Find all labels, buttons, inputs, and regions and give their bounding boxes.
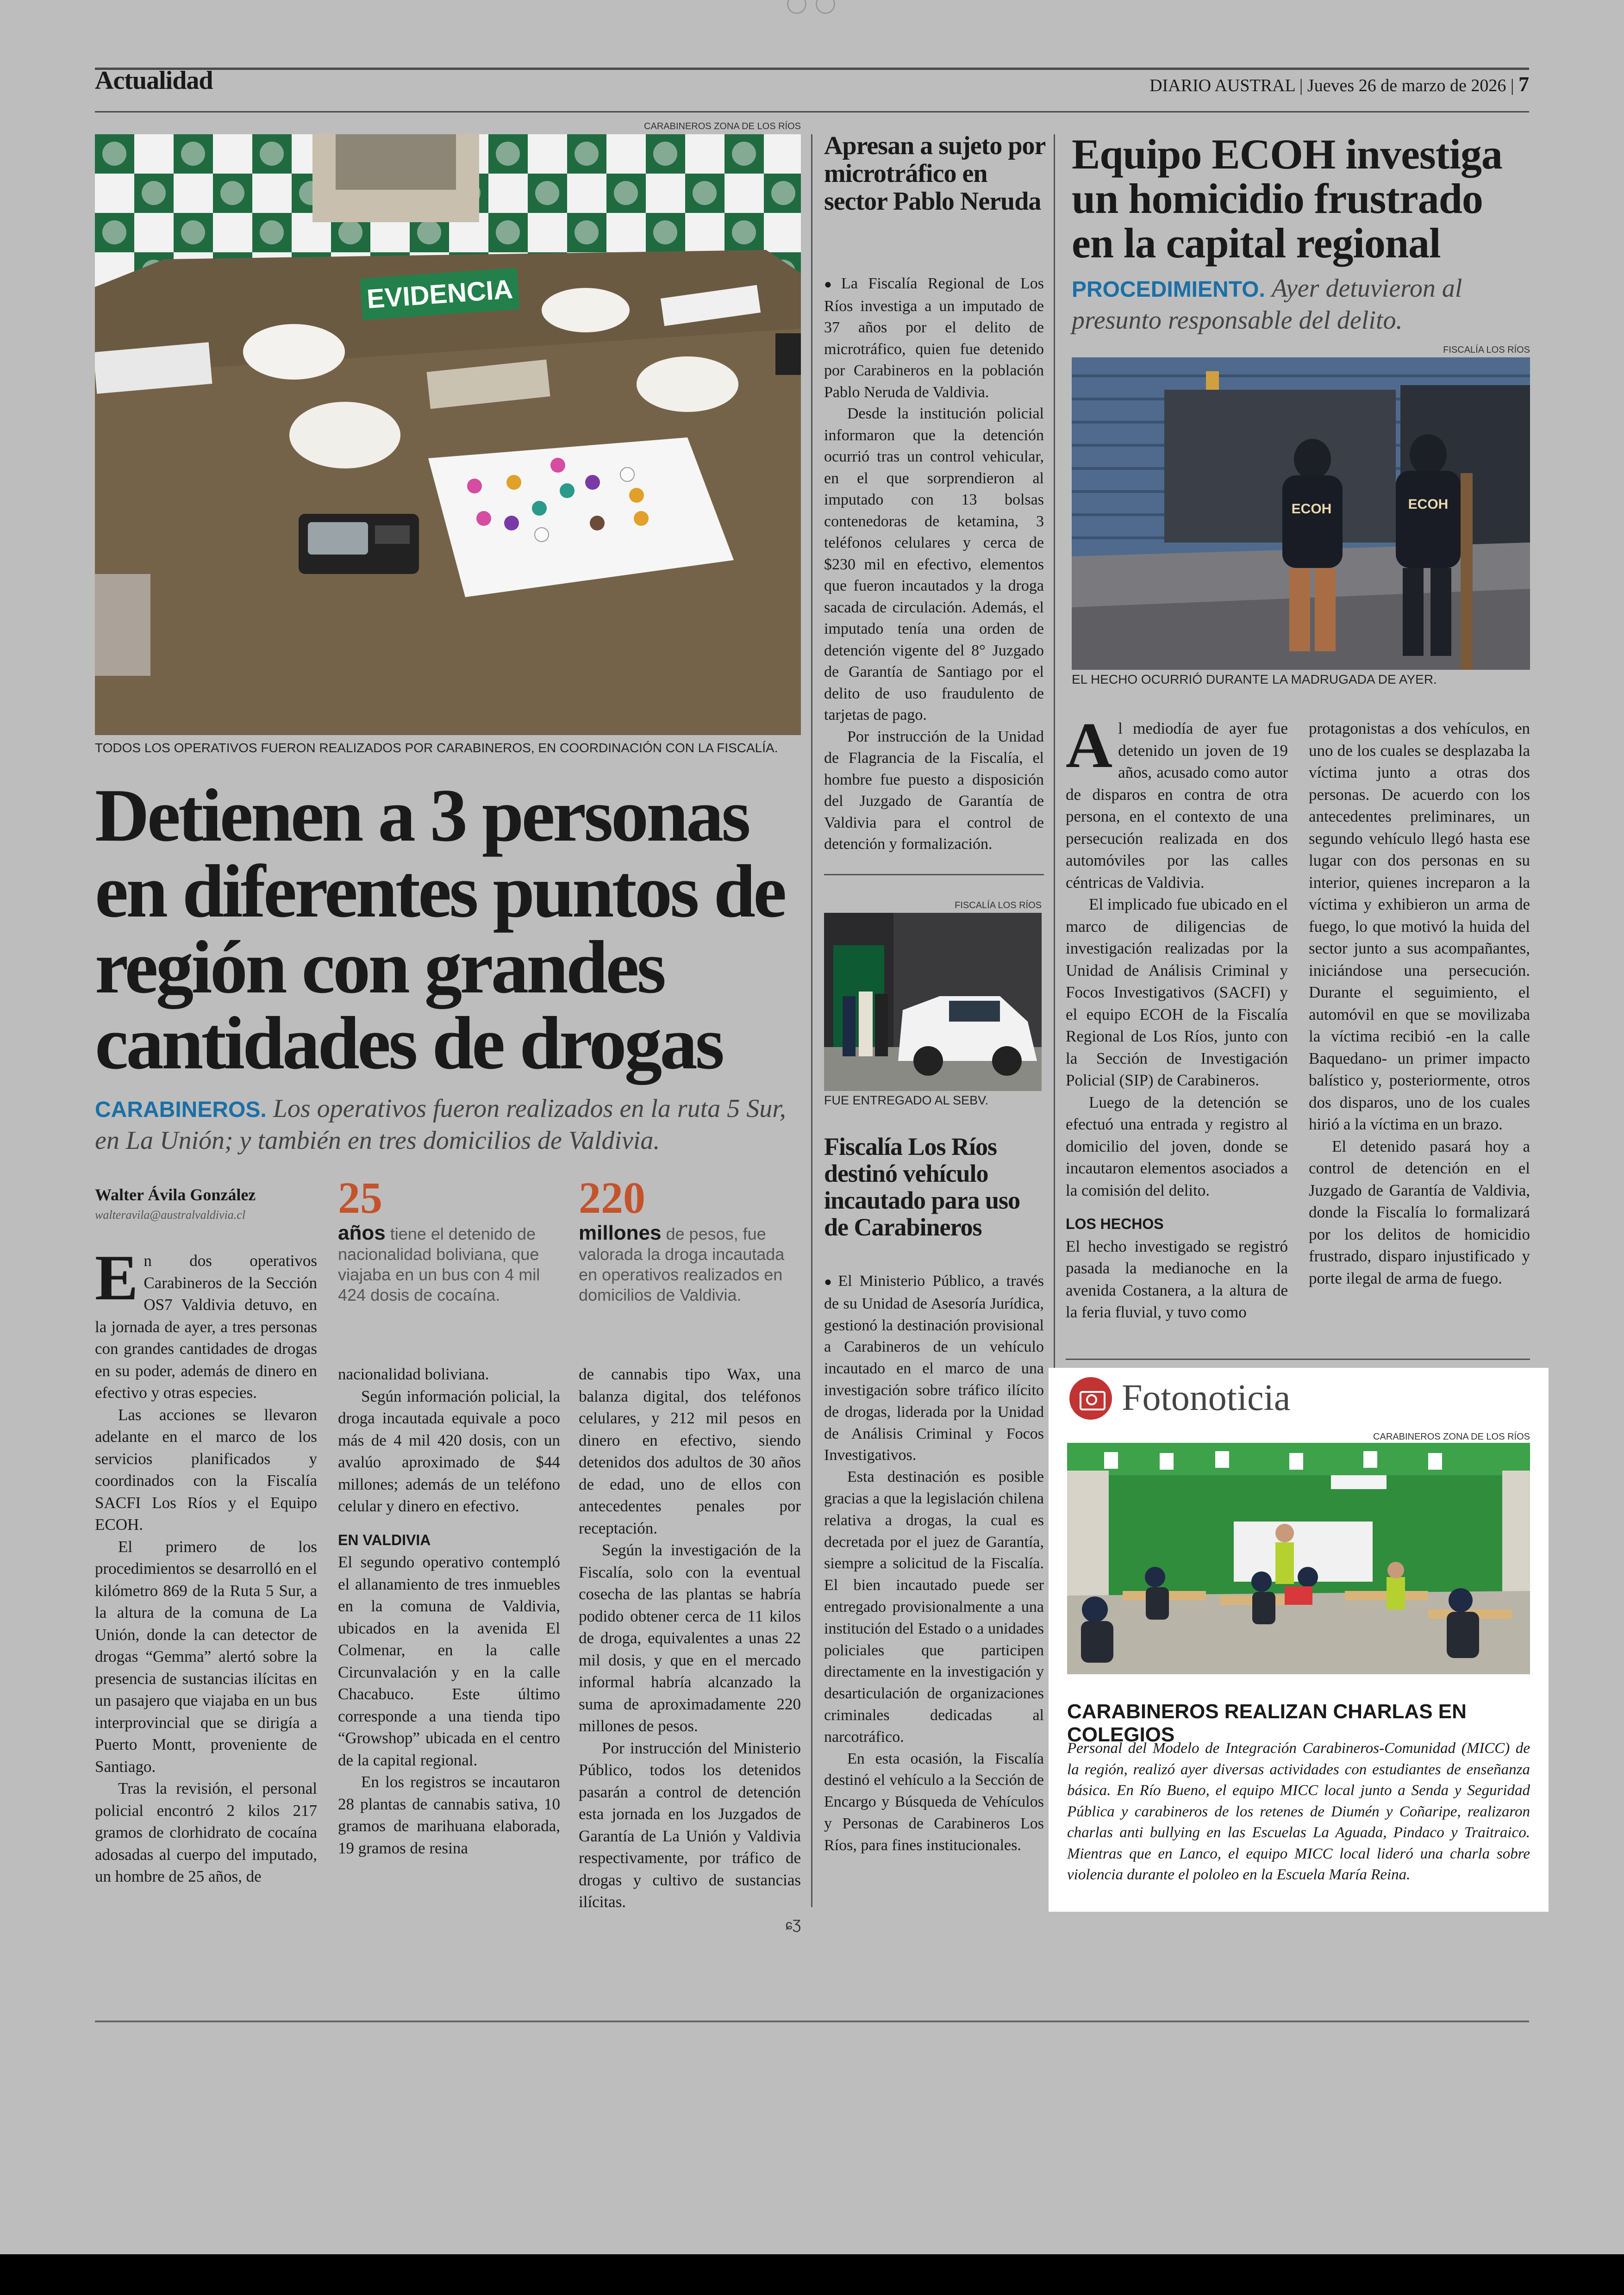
- drug-evidence-photo: [95, 134, 801, 735]
- masthead-name: DIARIO AUSTRAL: [1149, 76, 1295, 95]
- evidence-sign: EVIDENCIA: [366, 274, 514, 314]
- byline-email[interactable]: walteravila@australvaldivia.cl: [95, 1208, 246, 1222]
- jacket-label-1: ECOH: [1291, 501, 1332, 517]
- right-subhead-hechos: LOS HECHOS: [1066, 1216, 1164, 1232]
- right-body-col-2: [1309, 717, 1530, 1289]
- column-divider: [811, 134, 812, 1907]
- main-col2-p3: El segundo operativo contempló el allanamiento de tres inmuebles en la comuna de Valdivia, ubicados en la avenida El Colmenar, en la calle Circunvalación y en la calle Chacabuco. Este último corresponde a una tienda tipo “Growshop” ubicada en el centro de la capital regional.: [338, 1553, 560, 1769]
- page-number: 7: [1518, 72, 1529, 96]
- jacket-label-2: ECOH: [1408, 497, 1449, 512]
- main-col1-p4: Tras la revisión, el personal policial encontró 2 kilos 217 gramos de clorhidrato de cocaína adosadas al cuerpo del imputado, un hombre de 25 años, de: [95, 1779, 317, 1885]
- right-col1-p4: El hecho investigado se registró pasada la medianoche en la avenida Costanera, a la altura de la feria fluvial, y tuvo como: [1066, 1237, 1288, 1321]
- main-headline: Detienen a 3 personas en diferentes puntos de región con grandes cantidades de drogas: [95, 774, 785, 1085]
- stat-box-1: [338, 1173, 560, 1305]
- middle-1-p2: Desde la institución policial informaron que la detención ocurrió tras un control vehicular, en el que sorprendieron al imputado con 13 bolsas contenedoras de ketamina, 3 teléfonos celulares y cerca de $230 mil en efectivo, elementos que fueron incautados y la droga sacada de circulación. Además, el imputado tenía una orden de detención vigente del 8° Juzgado de Garantía de Santiago por el delito de uso fraudulento de tarjetas de pago.: [824, 405, 1044, 723]
- fotonoticia-headline: CARABINEROS REALIZAN CHARLAS EN COLEGIOS: [1067, 1700, 1467, 1746]
- middle-2-p3: En esta ocasión, la Fiscalía destinó el vehículo a la Sección de Encargo y Búsqueda de Vehículos y Personas de Carabineros Los Ríos, para fines institucionales.: [824, 1750, 1044, 1854]
- fotonoticia-body: Personal del Modelo de Integración Carabineros-Comunidad (MICC) de la región, realizó ayer diversas actividades con estudiantes de enseñanza básica. En Río Bueno, el equipo MICC local junto a Senda y Seguridad Pública y carabineros de los retenes de Diumén y Coñaripe, realizaron charlas anti bullying en las Escuelas La Aguada, Pindaco y Traitraico. Mientras que en Lanco, el equipo MICC local lideró una charla sobre violencia durante el pololeo en la Escuela María Reina.: [1067, 1740, 1530, 1883]
- middle-1-p3: Por instrucción de la Unidad de Flagrancia de la Fiscalía, el hombre fue puesto a disposición del Juzgado de Garantía de Valdivia para el control de detención y formalización.: [824, 728, 1044, 853]
- stat-box-2: [579, 1173, 801, 1305]
- stat-2-number: 220: [579, 1173, 645, 1222]
- right-dropcap: A: [1066, 710, 1113, 781]
- middle-2-photo: [824, 913, 1042, 1091]
- main-photo-caption: TODOS LOS OPERATIVOS FUERON REALIZADOS POR CARABINEROS, EN COORDINACIÓN CON LA FISCALÍA.: [95, 741, 778, 755]
- main-col1-p1: n dos operativos Carabineros de la Sección OS7 Valdivia detuvo, en la jornada de ayer, a tres personas con grandes cantidades de drogas en su poder, además de dinero en efectivo y otras especies.: [95, 1252, 317, 1402]
- main-body-col-1: [95, 1242, 317, 1888]
- camera-icon: [1069, 1377, 1112, 1420]
- main-deck-text: Los operativos fueron realizados en la ruta 5 Sur, en La Unión; y también en tres domicilios de Valdivia.: [95, 1094, 786, 1155]
- stat-2-unit: millones: [579, 1222, 662, 1244]
- ecoh-officers-photo: [1072, 357, 1530, 670]
- middle-story-2-headline: Fiscalía Los Ríos destinó vehículo incautado para uso de Carabineros: [824, 1133, 1020, 1241]
- right-photo-credit: FISCALÍA LOS RÍOS: [1443, 345, 1530, 355]
- masthead-date: | Jueves 26 de marzo de 2026 |: [1295, 76, 1518, 95]
- right-col2-p2: El detenido pasará hoy a control de detención en el Juzgado de Garantía de Valdivia, donde la Fiscalía lo formalizará por los delitos de homicidio frustrado, disparo injustificado y porte ilegal de arma de fuego.: [1309, 1137, 1530, 1287]
- right-story-deck: [1072, 273, 1530, 336]
- main-body-col-2: [338, 1363, 560, 1859]
- main-col3-p3: Por instrucción del Ministerio Público, todos los detenidos pasarán a control de detención esta jornada en los Juzgados de Garantía de La Unión y Valdivia respectivamente, por tráfico de drogas y cultivo de sustancias ilícitas.: [579, 1739, 801, 1911]
- stat-2-text: de pesos, fue valorada la droga incautada en operativos realizados en domicilios de Valdivia.: [579, 1224, 785, 1304]
- middle-2-photo-caption: FUE ENTREGADO AL SEBV.: [824, 1093, 989, 1107]
- page-nav-dots[interactable]: [782, 0, 843, 14]
- right-col1-p2: El implicado fue ubicado en el marco de diligencias de investigación realizadas por la Unidad de Análisis Criminal y Focos Investigativos (SACFI) y el equipo ECOH de la Fiscalía Regional de Los Ríos, junto con la Sección de Investigación Policial (SIP) de Carabineros.: [1066, 895, 1288, 1089]
- middle-story-1-headline: Apresan a sujeto por microtráfico en sector Pablo Neruda: [824, 131, 1045, 216]
- right-col1-p1: l mediodía de ayer fue detenido un joven de 19 años, acusado como autor de disparos en contra de otra persona, en el contexto de una persecución realizada en dos automóviles por las calles céntricas de Valdivia.: [1066, 719, 1288, 892]
- bottom-bar: [0, 2254, 1624, 2295]
- stat-1-number: 25: [338, 1173, 382, 1222]
- main-col1-p2: Las acciones se llevaron adelante en el marco de los servicios planificados y coordinados con la Fiscalía SACFI Los Ríos y el Equipo ECOH.: [95, 1405, 317, 1534]
- right-photo-caption: EL HECHO OCURRIÓ DURANTE LA MADRUGADA DE AYER.: [1072, 672, 1437, 686]
- column-divider: [1054, 134, 1055, 1375]
- right-col1-p3: Luego de la detención se efectuó una entrada y registro al domicilio del joven, donde se incautaron elementos asociados a la comisión del delito.: [1066, 1093, 1288, 1199]
- byline-block: [95, 1185, 317, 1222]
- fotonoticia-label: Fotonoticia: [1122, 1378, 1291, 1418]
- main-deck: [95, 1093, 801, 1156]
- header-rule: [95, 68, 1529, 70]
- bottom-rule: [95, 2021, 1529, 2022]
- byline: Walter Ávila González: [95, 1185, 256, 1204]
- middle-1-p1: ● La Fiscalía Regional de Los Ríos investiga a un imputado de 37 años por el delito de microtráfico, quien fue detenido por Carabineros en la población Pablo Neruda de Valdivia.: [824, 273, 1044, 403]
- fotonoticia-box: [1049, 1368, 1549, 1912]
- masthead: [1149, 72, 1529, 96]
- middle-2-p1: ● El Ministerio Público, a través de su Unidad de Asesoría Jurídica, gestionó la destinación provisional a Carabineros de un vehículo incautado en el marco de una investigación sobre tráfico ilícito de drogas, liderada por la Unidad de Análisis Criminal y Focos Investigativos.: [824, 1271, 1044, 1466]
- main-dropcap: E: [95, 1242, 138, 1314]
- middle-story-2-body: [824, 1271, 1044, 1857]
- main-col2-p1: nacionalidad boliviana.: [338, 1365, 489, 1383]
- main-col3-p1: de cannabis tipo Wax, una balanza digital, dos teléfonos celulares, y 212 mil pesos en dinero en efectivo, siendo detenidos dos adultos de 30 años de edad, uno de ellos con antecedentes penales por receptación.: [579, 1365, 801, 1537]
- main-col2-p2: Según información policial, la droga incautada equivale a poco más de 4 mil 420 dosis, con un avalúo aproximado de $44 millones; además de un teléfono celular y dinero en efectivo.: [338, 1387, 560, 1515]
- middle-2-photo-credit: FISCALÍA LOS RÍOS: [955, 900, 1042, 911]
- end-mark: ɕƷ: [785, 1917, 801, 1933]
- right-body-col-1: [1066, 710, 1288, 1323]
- stat-1-unit: años: [338, 1222, 386, 1244]
- section-title: Actualidad: [95, 66, 213, 95]
- main-subhead-valdivia: EN VALDIVIA: [338, 1531, 431, 1548]
- main-col3-p2: Según la investigación de la Fiscalía, solo con la eventual cosecha de las plantas se habría podido obtener cerca de 11 kilos de droga, equivalentes a unas 22 mil dosis, y que en el mercado informal habría alcanzado la suma de aproximadamente 220 millones de pesos.: [579, 1541, 801, 1735]
- middle-story-1-body: [824, 273, 1044, 855]
- main-body-col-3: [579, 1363, 801, 1936]
- classroom-photo: [1067, 1443, 1530, 1674]
- right-col2-p1: protagonistas a dos vehículos, en uno de los cuales se desplazaba la víctima junto a otras dos personas. De acuerdo con los antecedentes preliminares, un segundo vehículo llegó hasta ese lugar con dos personas en su interior, quienes increparon a la víctima y exhibieron un arma de fuego, lo que motivó la huida del sector junto a sus acompañantes, iniciándose una persecución. Durante el seguimiento, el automóvil en que se movilizaba la víctima recibió -en la calle Baquedano- un primer impacto balístico y, posteriormente, otros dos disparos, uno de los cuales hirió a la víctima en un brazo.: [1309, 719, 1530, 1133]
- fotonoticia-photo: [1067, 1443, 1530, 1674]
- fotonoticia-photo-credit: CARABINEROS ZONA DE LOS RÍOS: [1373, 1432, 1530, 1442]
- header-rule-bottom: [95, 111, 1529, 112]
- main-col1-p3: El primero de los procedimientos se desarrolló en el kilómetro 869 de la Ruta 5 Sur, a la altura de la comuna de La Unión, donde la can detector de drogas “Gemma” alertó sobre la presencia de sustancias ilícitas en un pasajero que viajaba en un bus interprovincial que se dirigía a Puerto Montt, proveniente de Santiago.: [95, 1537, 317, 1776]
- main-photo-credit: CARABINEROS ZONA DE LOS RÍOS: [644, 121, 801, 131]
- main-col2-p4: En los registros se incautaron 28 plantas de cannabis sativa, 10 gramos de marihuana elaborada, 19 gramos de resina: [338, 1773, 560, 1857]
- right-photo: [1072, 357, 1530, 670]
- main-kicker: CARABINEROS.: [95, 1098, 267, 1122]
- right-divider: [1066, 1359, 1530, 1360]
- middle-2-p2: Esta destinación es posible gracias a que la legislación chilena relativa a drogas, la cual es decretada por el juez de Garantía, siempre a solicitud de la Fiscalía. El bien incautado puede ser entregado provisionalmente a una institución del Estado o a unidades policiales que participen directamente en la investigación y desarticulación de organizaciones criminales dedicadas al narcotráfico.: [824, 1468, 1044, 1746]
- right-story-headline: Equipo ECOH investiga un homicidio frustrado en la capital regional: [1072, 131, 1502, 267]
- vehicle-photo: [824, 913, 1042, 1091]
- stat-1-text: tiene el detenido de nacionalidad boliviana, que viajaba en un bus con 4 mil 424 dosis de cocaína.: [338, 1224, 540, 1304]
- right-deck-text: Ayer detuvieron al presunto responsable del delito.: [1072, 274, 1462, 335]
- right-kicker: PROCEDIMIENTO.: [1072, 277, 1265, 302]
- main-photo: [95, 134, 801, 735]
- middle-divider: [824, 874, 1044, 875]
